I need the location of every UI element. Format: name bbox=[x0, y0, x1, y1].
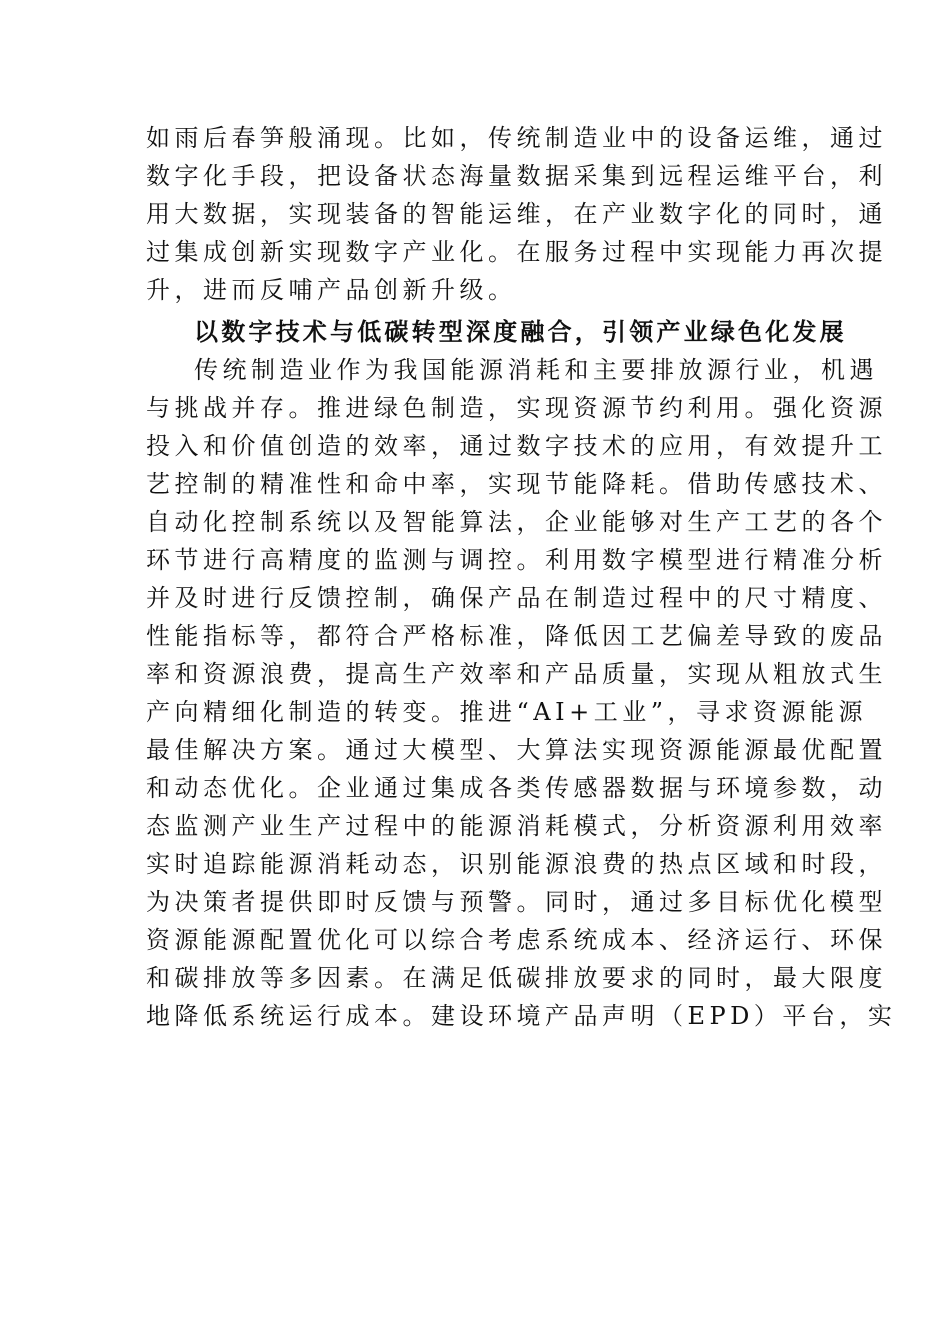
text-line: 产向精细化制造的转变。推进“AI+工业”，寻求资源能源 bbox=[146, 698, 867, 726]
section-heading: 以数字技术与低碳转型深度融合，引领产业绿色化发展 bbox=[194, 318, 847, 346]
text-line: 资源能源配置优化可以综合考虑系统成本、经济运行、环保 bbox=[146, 926, 887, 954]
text-line: 投入和价值创造的效率，通过数字技术的应用，有效提升工 bbox=[146, 432, 887, 460]
text-line: 并及时进行反馈控制，确保产品在制造过程中的尺寸精度、 bbox=[146, 584, 887, 612]
text-line: 最佳解决方案。通过大模型、大算法实现资源能源最优配置 bbox=[146, 736, 887, 764]
text-line: 艺控制的精准性和命中率，实现节能降耗。借助传感技术、 bbox=[146, 470, 887, 498]
text-line: 和碳排放等多因素。在满足低碳排放要求的同时，最大限度 bbox=[146, 964, 887, 992]
text-line: 性能指标等，都符合严格标准，降低因工艺偏差导致的废品 bbox=[146, 622, 887, 650]
text-line: 率和资源浪费，提高生产效率和产品质量，实现从粗放式生 bbox=[146, 660, 887, 688]
text-line: 过集成创新实现数字产业化。在服务过程中实现能力再次提 bbox=[146, 238, 887, 266]
text-line: 环节进行高精度的监测与调控。利用数字模型进行精准分析 bbox=[146, 546, 887, 574]
text-line: 实时追踪能源消耗动态，识别能源浪费的热点区域和时段， bbox=[146, 850, 887, 878]
text-line: 和动态优化。企业通过集成各类传感器数据与环境参数，动 bbox=[146, 774, 887, 802]
text-line: 态监测产业生产过程中的能源消耗模式，分析资源利用效率 bbox=[146, 812, 887, 840]
text-line: 地降低系统运行成本。建设环境产品声明（EPD）平台，实 bbox=[146, 1002, 897, 1030]
text-line: 如雨后春笋般涌现。比如，传统制造业中的设备运维，通过 bbox=[146, 124, 887, 152]
paragraph-continued bbox=[146, 119, 897, 1035]
text-line: 传统制造业作为我国能源消耗和主要排放源行业，机遇 bbox=[194, 356, 878, 384]
text-line: 为决策者提供即时反馈与预警。同时，通过多目标优化模型 bbox=[146, 888, 887, 916]
text-line: 自动化控制系统以及智能算法，企业能够对生产工艺的各个 bbox=[146, 508, 887, 536]
text-line: 数字化手段，把设备状态海量数据采集到远程运维平台，利 bbox=[146, 162, 887, 190]
text-line: 与挑战并存。推进绿色制造，实现资源节约利用。强化资源 bbox=[146, 394, 887, 422]
text-line: 升，进而反哺产品创新升级。 bbox=[146, 276, 517, 304]
text-line: 用大数据，实现装备的智能运维，在产业数字化的同时，通 bbox=[146, 200, 887, 228]
